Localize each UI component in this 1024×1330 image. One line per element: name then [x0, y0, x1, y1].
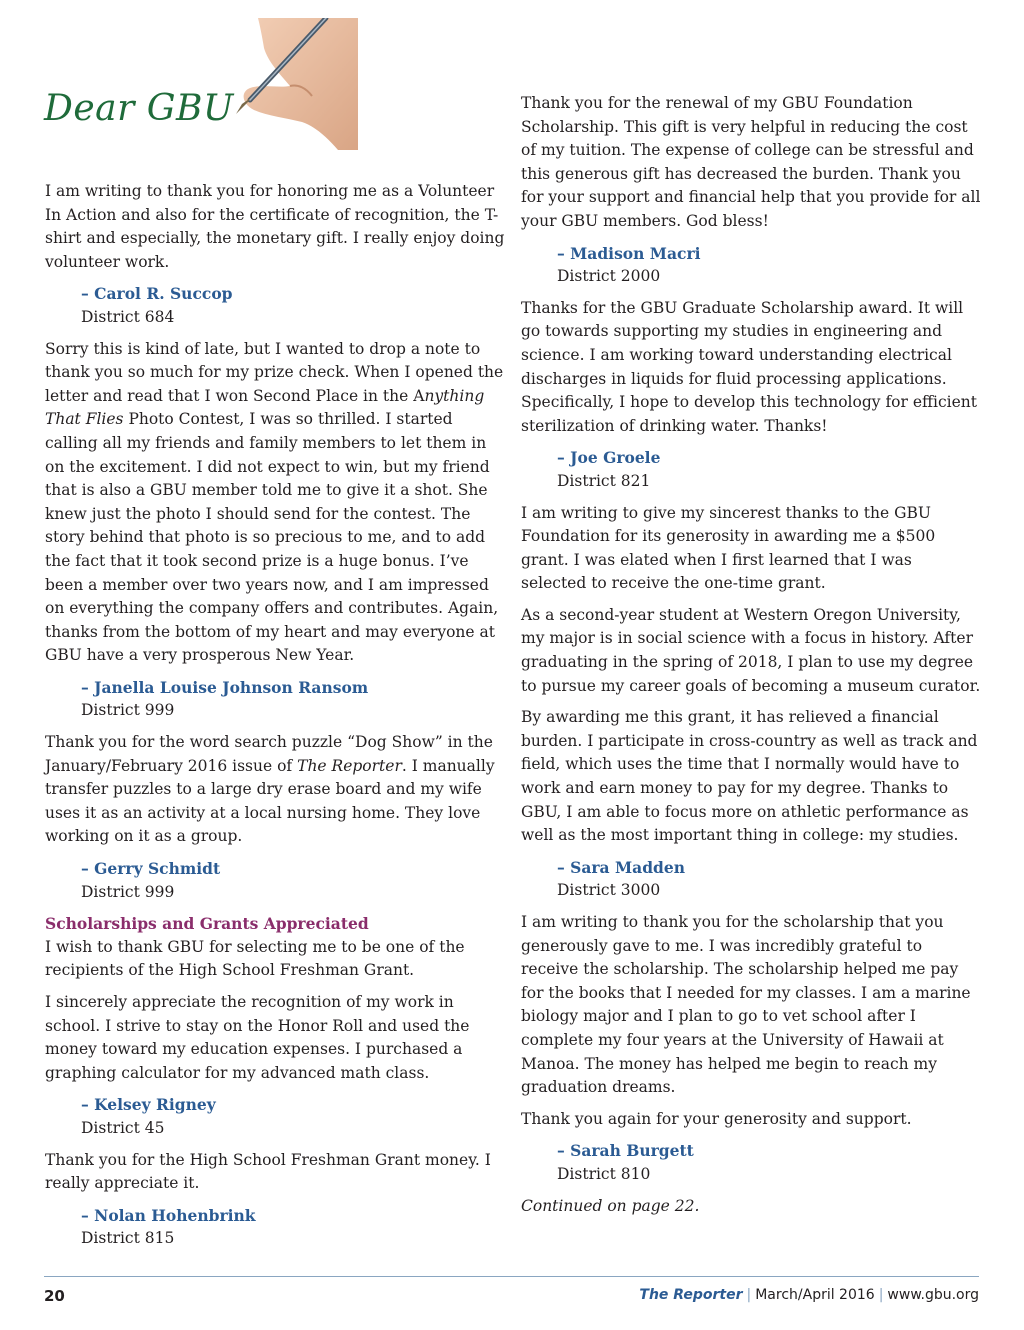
signature-district: District 810: [557, 1164, 651, 1183]
signature-hohenbrink: [81, 1204, 505, 1251]
continued-note: Continued on page 22.: [521, 1196, 700, 1215]
signature-ransom: [81, 676, 505, 723]
masthead-title: Dear GBU: [44, 88, 234, 129]
signature-name: – Madison Macri: [557, 243, 701, 263]
letter-honor-roll: I sincerely appreciate the recognition of my work in school. I strive to stay on the Honor Roll and used the money toward my education expenses. I purchased a graphing calculator for my advanced math class.: [45, 993, 470, 1082]
left-column: [45, 180, 505, 1259]
signature-name: – Gerry Schmidt: [81, 859, 221, 879]
signature-district: District 3000: [557, 881, 661, 900]
footer-credit: [639, 1287, 979, 1303]
signature-district: District 999: [81, 701, 175, 720]
page-number: 20: [44, 1287, 65, 1305]
footer-separator: |: [878, 1287, 884, 1303]
signature-name: – Sarah Burgett: [557, 1141, 694, 1161]
letter-word-search: Thank you for the word search puzzle “Dog Show” in the January/February 2016 issue of The Reporter. I manually transfer puzzles to a large dry erase board and my wife uses it as an activity at a local nursing home. They love working on it as a group.: [45, 733, 495, 846]
letter-foundation-scholarship: Thank you for the renewal of my GBU Foundation Scholarship. This gift is very helpful in reducing the cost of my tuition. The expense of college can be stressful and this generous gift has decreased the burden. Thank you for your support and financial help that you provide for all your GBU members. God bless!: [521, 94, 981, 230]
hand-pen-illustration: [228, 18, 358, 150]
signature-name: – Janella Louise Johnson Ransom: [81, 677, 369, 697]
signature-name: – Kelsey Rigney: [81, 1095, 216, 1115]
signature-name: – Sara Madden: [557, 857, 685, 877]
letter-western-oregon: As a second-year student at Western Oregon University, my major is in social science with a focus in history. After graduating in the spring of 2018, I plan to use my degree to pursue my career goals of becoming a museum curator.: [521, 605, 981, 695]
website-link[interactable]: www.gbu.org: [887, 1287, 979, 1303]
right-column: [521, 92, 981, 1226]
issue-date: March/April 2016: [755, 1287, 875, 1303]
signature-name: – Carol R. Succop: [81, 284, 233, 304]
letter-freshman-grant: I wish to thank GBU for selecting me to be one of the recipients of the High School Freshman Grant.: [45, 937, 465, 980]
letter-500-grant: I am writing to give my sincerest thanks to the GBU Foundation for its generosity in awarding me a $500 grant. I was elated when I first learned that I was selected to receive the one-time grant.: [521, 503, 936, 593]
letter-thanks-again: Thank you again for your generosity and support.: [521, 1109, 912, 1128]
footer-separator: |: [746, 1287, 752, 1303]
signature-groele: [557, 446, 981, 493]
signature-name: – Nolan Hohenbrink: [81, 1205, 256, 1225]
letter-grant-money: Thank you for the High School Freshman Grant money. I really appreciate it.: [45, 1150, 491, 1193]
letter-marine-biology: I am writing to thank you for the scholarship that you generously gave to me. I was incredibly grateful to receive the scholarship. The scholarship helped me pay for the books that I needed for my classes. I am a marine biology major and I plan to go to vet school after I complete my four years at the University of Hawaii at Manoa. The money has helped me begin to reach my graduation dreams.: [521, 913, 971, 1097]
signature-district: District 45: [81, 1118, 165, 1137]
signature-name: – Joe Groele: [557, 448, 661, 468]
letter-volunteer: I am writing to thank you for honoring me as a Volunteer In Action and also for the certificate of recognition, the T-shirt and especially, the monetary gift. I really enjoy doing volunteer work.: [45, 182, 505, 271]
letter-photo-contest: Sorry this is kind of late, but I wanted to drop a note to thank you so much for my prize check. When I opened the letter and read that I won Second Place in the Anything That Flies Photo Contest, I was so thrilled. I started calling all my friends and family members to let them in on the excitement. I did not expect to win, but my friend that is also a GBU member told me to give it a shot. She knew just the photo I should send for the contest. The story behind that photo is so precious to me, and to add the fact that it took second prize is a huge bonus. I’ve been a member over two years now, and I am impressed on everything the company offers and contributes. Again, thanks from the bottom of my heart and may everyone at GBU have a very prosperous New Year.: [45, 339, 504, 665]
letter-graduate-scholarship: Thanks for the GBU Graduate Scholarship award. It will go towards supporting my studies in engineering and science. I am working toward understanding electrical discharges in liquids for fluid processing applications. Specifically, I hope to develop this technology for efficient sterilization of drinking water. Thanks!: [521, 298, 978, 435]
signature-district: District 684: [81, 307, 175, 326]
publication-name: The Reporter: [639, 1287, 743, 1303]
signature-burgett: [557, 1139, 981, 1186]
signature-rigney: [81, 1093, 505, 1140]
footer-rule: [44, 1276, 979, 1277]
signature-macri: [557, 242, 981, 289]
signature-succop: [81, 282, 505, 329]
signature-district: District 2000: [557, 267, 661, 286]
signature-madden: [557, 856, 981, 903]
letter-athletics: By awarding me this grant, it has relieved a financial burden. I participate in cross-country as well as track and field, which uses the time that I normally would have to work and earn money to pay for my degree. Thanks to GBU, I am able to focus more on athletic performance as well as the most important thing in college: my studies.: [521, 708, 978, 845]
signature-district: District 815: [81, 1229, 175, 1248]
signature-schmidt: [81, 857, 505, 904]
signature-district: District 999: [81, 882, 175, 901]
section-heading: Scholarships and Grants Appreciated: [45, 914, 369, 934]
signature-district: District 821: [557, 471, 651, 490]
